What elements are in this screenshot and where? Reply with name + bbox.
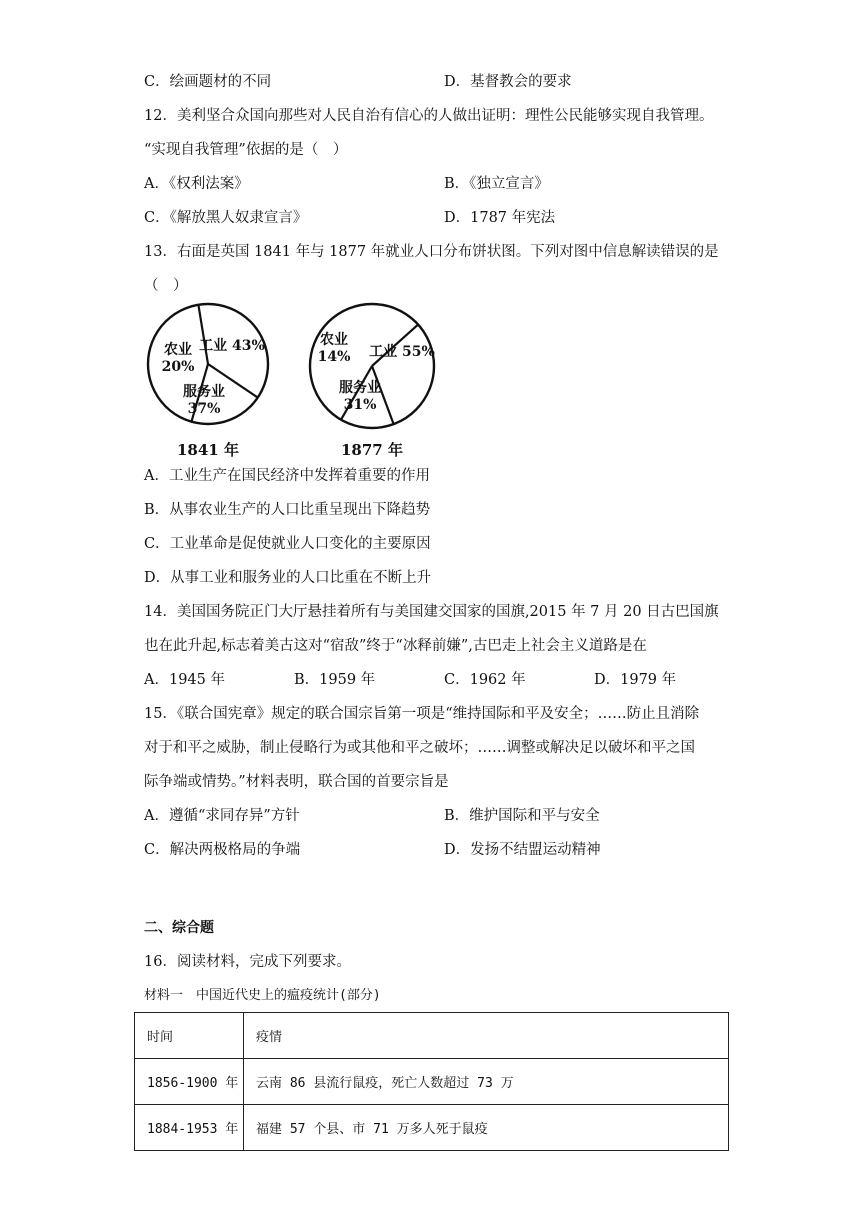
pie-label-services: 服务业 37% (183, 384, 225, 417)
table-header-cell: 时间 (135, 1013, 244, 1059)
q12-option-b: B．《独立宣言》 (444, 176, 549, 192)
q13-option-a: A．工业生产在国民经济中发挥着重要的作用 (144, 468, 430, 484)
q12-option-c: C．《解放黑人奴隶宣言》 (144, 210, 308, 226)
q15-option-d: D．发扬不结盟运动精神 (444, 842, 601, 858)
q14-option-b: B．1959 年 (294, 672, 376, 688)
pie-year-caption: 1877 年 (341, 441, 403, 459)
pie-chart-1841 (148, 304, 268, 459)
pie-charts-figure (140, 300, 460, 462)
q14-option-d: D．1979 年 (594, 672, 677, 688)
table-header-cell: 疫情 (244, 1013, 729, 1059)
table-row (135, 1105, 729, 1151)
pie-label-agriculture: 农业 14% (317, 332, 351, 365)
table-cell: 1856-1900 年 (135, 1059, 244, 1105)
q12-option-d: D．1787 年宪法 (444, 210, 556, 226)
table-cell: 福建 57 个县、市 71 万多人死于鼠疫 (244, 1105, 729, 1151)
table-cell: 云南 86 县流行鼠疫，死亡人数超过 73 万 (244, 1059, 729, 1105)
q13-option-d: D．从事工业和服务业的人口比重在不断上升 (144, 570, 432, 586)
q14-option-a: A．1945 年 (144, 672, 225, 688)
q15-stem-line1: 15．《联合国宪章》规定的联合国宗旨第一项是“维持国际和平及安全；……防止且消除 (144, 706, 700, 722)
pie-label-industry: 工业 43% (199, 338, 265, 354)
pie-label-services: 服务业 31% (339, 380, 381, 413)
pie-label-agriculture: 农业 20% (161, 342, 195, 375)
pie-label-industry: 工业 55% (369, 344, 435, 360)
q16-intro: 16．阅读材料，完成下列要求。 (144, 954, 351, 970)
q15-stem-line2: 对于和平之威胁，制止侵略行为或其他和平之破坏；……调整或解决足以破坏和平之国 (144, 740, 695, 756)
q12-stem-line2: “实现自我管理”依据的是（ ） (144, 142, 348, 158)
pie-chart-1877 (310, 304, 435, 459)
q13-option-c: C．工业革命是促使就业人口变化的主要原因 (144, 536, 431, 552)
q13-option-b: B．从事农业生产的人口比重呈现出下降趋势 (144, 502, 431, 518)
q15-option-b: B．维护国际和平与安全 (444, 808, 600, 824)
table-cell: 1884-1953 年 (135, 1105, 244, 1151)
q11-option-c: C．绘画题材的不同 (144, 74, 272, 90)
q13-stem-line1: 13．右面是英国 1841 年与 1877 年就业人口分布饼状图。下列对图中信息解读错误的是 (144, 244, 719, 260)
epidemic-table (134, 1012, 729, 1151)
table-row (135, 1059, 729, 1105)
material-caption: 材料一 中国近代史上的瘟疫统计(部分) (144, 988, 381, 1003)
q13-stem-line2: （ ） (144, 278, 188, 294)
q15-option-c: C．解决两极格局的争端 (144, 842, 301, 858)
section-heading: 二、综合题 (144, 920, 214, 936)
q15-stem-line3: 际争端或情势。”材料表明，联合国的首要宗旨是 (144, 774, 449, 790)
table-header-row (135, 1013, 729, 1059)
q14-option-c: C．1962 年 (444, 672, 526, 688)
q12-stem-line1: 12．美利坚合众国向那些对人民自治有信心的人做出证明：理性公民能够实现自我管理。 (144, 108, 714, 124)
q14-stem-line1: 14．美国国务院正门大厅悬挂着所有与美国建交国家的国旗,2015 年 7 月 20 日古巴国旗 (144, 604, 719, 620)
q15-option-a: A．遵循“求同存异”方针 (144, 808, 300, 824)
q14-stem-line2: 也在此升起,标志着美古这对“宿敌”终于“冰释前嫌”,古巴走上社会主义道路是在 (144, 638, 647, 654)
q11-option-d: D．基督教会的要求 (444, 74, 572, 90)
q12-option-a: A．《权利法案》 (144, 176, 249, 192)
pie-year-caption: 1841 年 (177, 441, 239, 459)
